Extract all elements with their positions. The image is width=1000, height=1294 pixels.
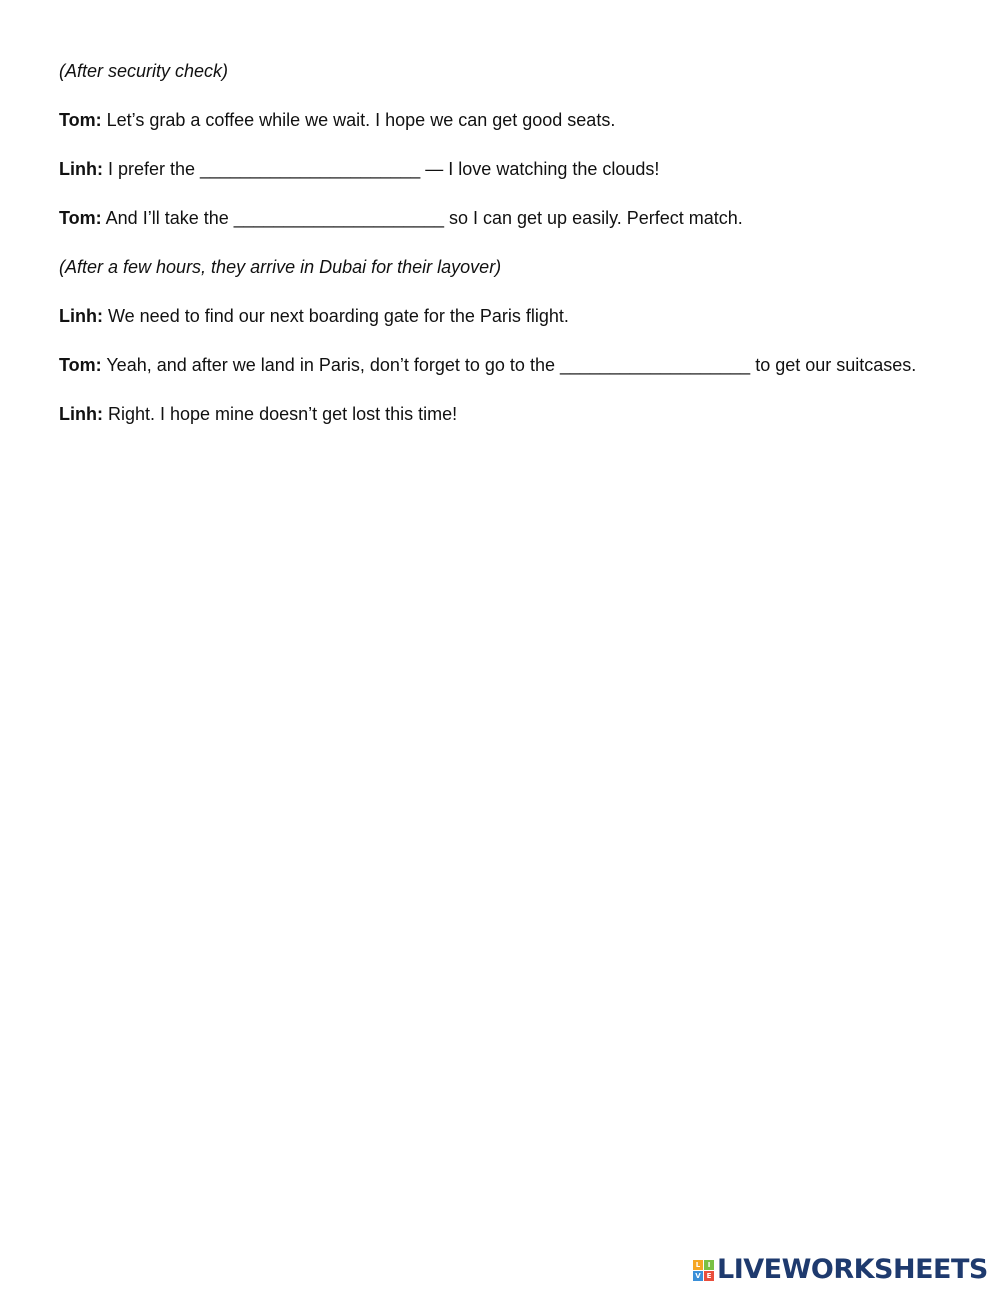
line-text: And I’ll take the (101, 208, 234, 228)
line-text: Yeah, and after we land in Paris, don’t forget to go to the (101, 355, 560, 375)
logo-wordmark: LIVEWORKSHEETS (717, 1254, 988, 1285)
dialogue-line-linh-gate (59, 303, 941, 330)
dialogue-line-tom-take (59, 205, 941, 232)
line-text-after: so I can get up easily. Perfect match. (443, 208, 743, 228)
dialogue-line-tom-coffee (59, 107, 941, 134)
live-mark-icon (693, 1260, 714, 1281)
speaker-label: Linh: (59, 404, 103, 424)
logo-mark-letter: E (704, 1271, 714, 1281)
dialogue-line-linh-prefer (59, 156, 941, 183)
answer-blank-2[interactable]: _____________________ (233, 208, 444, 228)
line-text: We need to find our next boarding gate for the Paris flight. (102, 306, 569, 326)
speaker-label: Tom: (59, 208, 102, 228)
stage-direction-dubai: (After a few hours, they arrive in Dubai for their layover) (59, 257, 502, 277)
speaker-label: Linh: (59, 159, 103, 179)
dialogue-line-linh-lost (59, 401, 941, 428)
speaker-label: Linh: (59, 306, 103, 326)
worksheet-dialogue (59, 58, 941, 450)
line-text: Let’s grab a coffee while we wait. I hope we can get good seats. (101, 110, 616, 130)
stage-direction-security: (After security check) (59, 61, 229, 81)
line-text: Right. I hope mine doesn’t get lost this time! (102, 404, 458, 424)
answer-blank-1[interactable]: ______________________ (200, 159, 421, 179)
speaker-label: Tom: (59, 355, 102, 375)
speaker-label: Tom: (59, 110, 102, 130)
line-text-after: to get our suitcases. (750, 355, 917, 375)
logo-mark-letter: V (693, 1271, 703, 1281)
logo-mark-letter: L (693, 1260, 703, 1270)
line-text: I prefer the (102, 159, 201, 179)
dialogue-line-tom-paris (59, 352, 941, 379)
answer-blank-3[interactable]: ___________________ (559, 355, 751, 375)
logo-mark-letter: I (704, 1260, 714, 1270)
liveworksheets-logo (693, 1255, 988, 1285)
line-text-after: — I love watching the clouds! (420, 159, 660, 179)
